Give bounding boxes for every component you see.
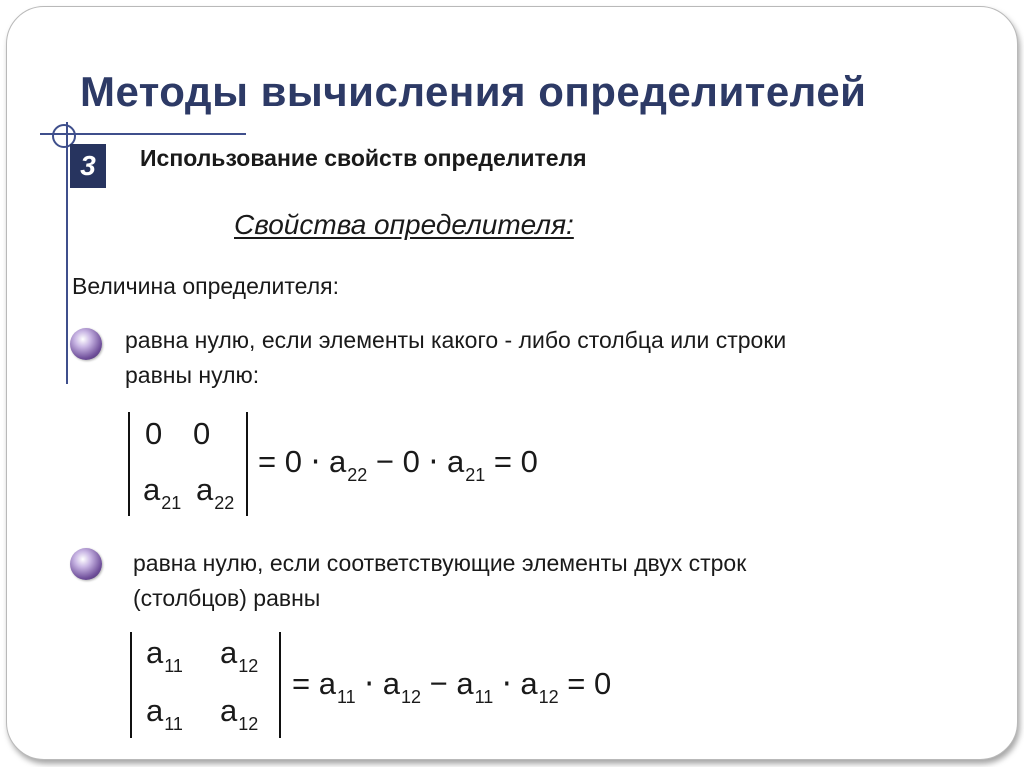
section-number-badge: 3 bbox=[70, 144, 106, 188]
det-2-cell: $a_{12}$ bbox=[220, 693, 259, 734]
det-2-cell: $a_{11}$ bbox=[146, 635, 183, 676]
det-2-cell: $a_{11}$ bbox=[146, 693, 183, 734]
det-2-left-bar bbox=[130, 632, 132, 738]
det-1-right-bar bbox=[246, 412, 248, 516]
det-2-right-bar bbox=[279, 632, 281, 738]
det-2-cell: $a_{12}$ bbox=[220, 635, 259, 676]
slide-title: Методы вычисления определителей bbox=[80, 68, 867, 115]
bullet-2-text bbox=[133, 546, 746, 616]
det-1-cell: 0 bbox=[145, 416, 163, 451]
det-1-cell: $a_{21}$ bbox=[143, 472, 182, 513]
bullet-1-line-2: равны нулю: bbox=[125, 362, 260, 388]
bullet-sphere-icon bbox=[70, 328, 102, 360]
bullet-1-line-1: равна нулю, если элементы какого - либо столбца или строки bbox=[125, 327, 787, 353]
properties-heading: Свойства определителя: bbox=[234, 209, 574, 240]
equation-2: = $a_{11} \cdot a_{12} - a_{11} \cdot a_{12} = 0$ bbox=[292, 666, 612, 707]
det-1-cell: 0 bbox=[193, 416, 211, 451]
section-subtitle: Использование свойств определителя bbox=[140, 145, 587, 171]
intro-text: Величина определителя: bbox=[72, 273, 339, 299]
det-1-cell: $a_{22}$ bbox=[196, 472, 235, 513]
bullet-2-line-1: равна нулю, если соответствующие элементы двух строк bbox=[133, 550, 747, 576]
bullet-sphere-icon bbox=[70, 548, 102, 580]
bullet-2-line-2: (столбцов) равны bbox=[133, 585, 321, 611]
equation-1: = $0 \cdot a_{22} - 0 \cdot a_{21} = 0$ bbox=[258, 444, 538, 485]
decor-vertical-line bbox=[66, 122, 68, 384]
bullet-1-text bbox=[125, 323, 786, 393]
det-1-left-bar bbox=[128, 412, 130, 516]
